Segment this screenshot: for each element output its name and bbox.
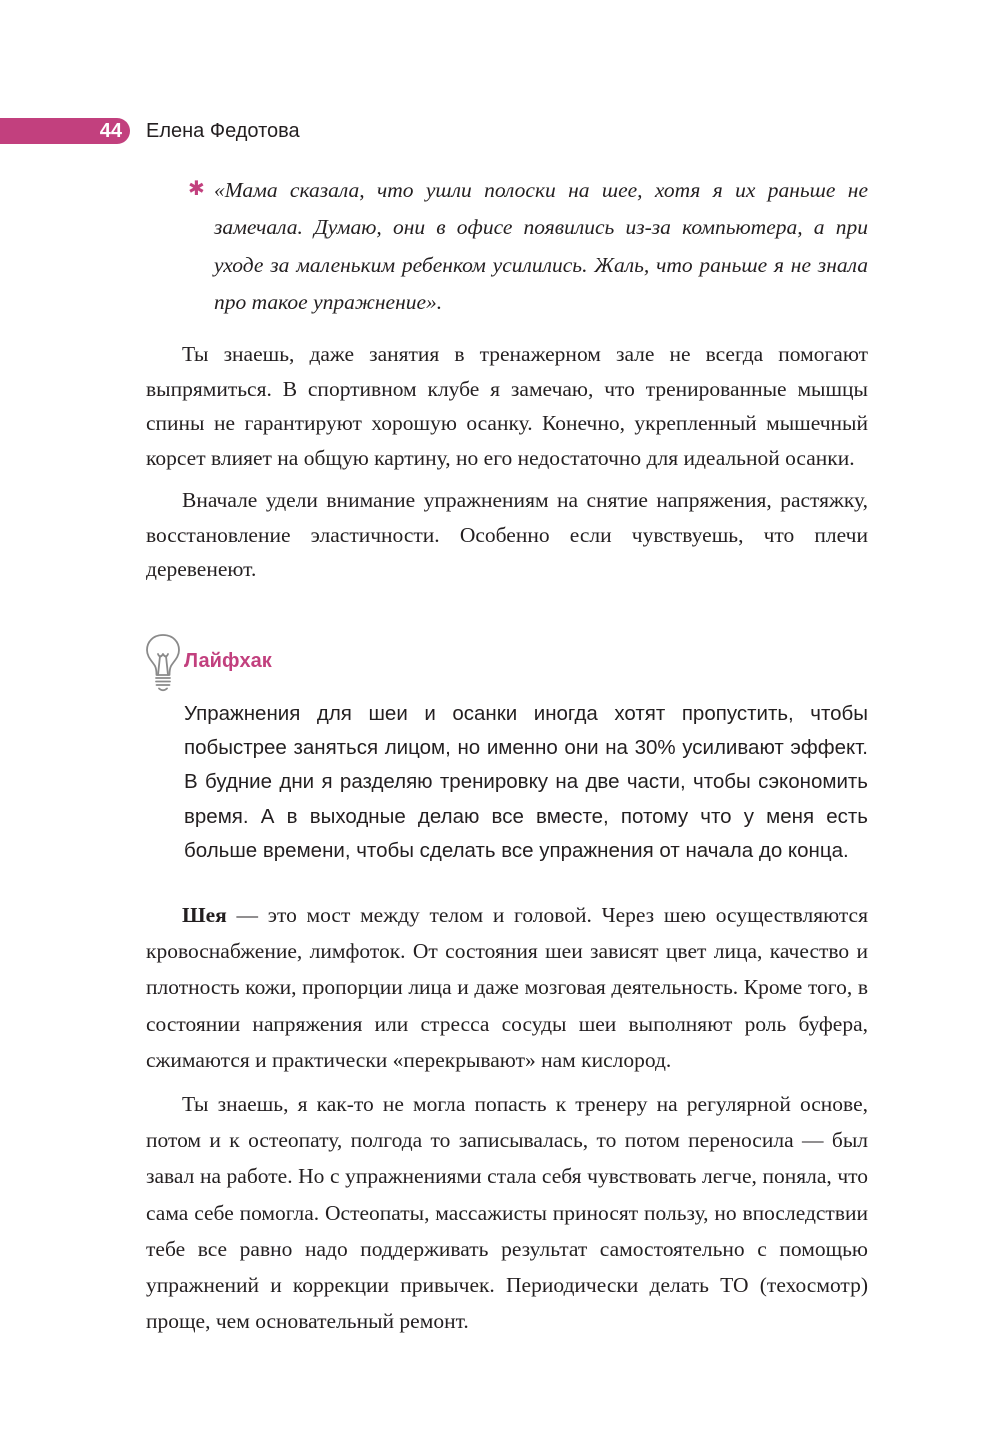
lightbulb-icon <box>144 632 182 694</box>
body-paragraph: Ты знаешь, я как-то не могла попасть к тренеру на регулярной основе, потом и к остеопату, полгода то записывалась, то потом переносила — был завал на работе. Но с упражнениями стала себя чувствовать легче, поняла, что сама себе помогла. Остеопаты, массажисты приносят пользу, но впоследствии тебе все равно надо поддерживать результат самостоятельно с помощью упражнений и коррекции привычек. Периодически делать ТО (техосмотр) проще, чем основательный ремонт. <box>146 1092 868 1334</box>
term-neck: Шея <box>182 903 227 927</box>
page-number: 44 <box>99 120 122 142</box>
asterisk-icon: ✱ <box>188 176 205 200</box>
body-paragraph: Вначале удели внимание упражнениям на снятие напряжения, растяжку, восстановление эластичности. Особенно если чувствуешь, что плечи деревенеют. <box>146 488 868 581</box>
body-section-neck <box>146 897 868 1347</box>
body-paragraph <box>146 897 868 1078</box>
term-definition: — это мост между телом и головой. Через шею осуществляются кровоснабжение, лимфоток. От состояния шеи зависят цвет лица, качество и плотность кожи, пропорции лица и даже мозговая деятельность. Кроме того, в состоянии напряжения или стресса сосуды шеи выполняют роль буфера, сжимаются и практически «перекрывают» нам кислород. <box>146 903 868 1072</box>
reader-quote: «Мама сказала, что ушли полоски на шее, хотя я их раньше не замечала. Думаю, они в офисе появились из-за компьютера, а при уходе за маленьким ребенком усилились. Жаль, что раньше я не знала про такое упражнение». <box>214 178 868 314</box>
body-paragraph: Ты знаешь, даже занятия в тренажерном зале не всегда помогают выпрямиться. В спортивном клубе я замечаю, что тренированные мышцы спины не гарантируют хорошую осанку. Конечно, укрепленный мышечный корсет влияет на общую картину, но его недостаточно для идеальной осанки. <box>146 342 868 470</box>
running-head-author: Елена Федотова <box>146 120 300 142</box>
body-section-posture <box>146 337 868 595</box>
lifehack-text: Упражнения для шеи и осанки иногда хотят пропустить, чтобы побыстрее заняться лицом, но именно они на 30% усиливают эффект. В будние дни я разделяю тренировку на две части, чтобы сэкономить время. А в выходные делаю все вместе, потому что у меня есть больше времени, чтобы сделать все упражнения от начала до конца. <box>184 702 868 862</box>
lifehack-title: Лайфхак <box>184 650 272 672</box>
